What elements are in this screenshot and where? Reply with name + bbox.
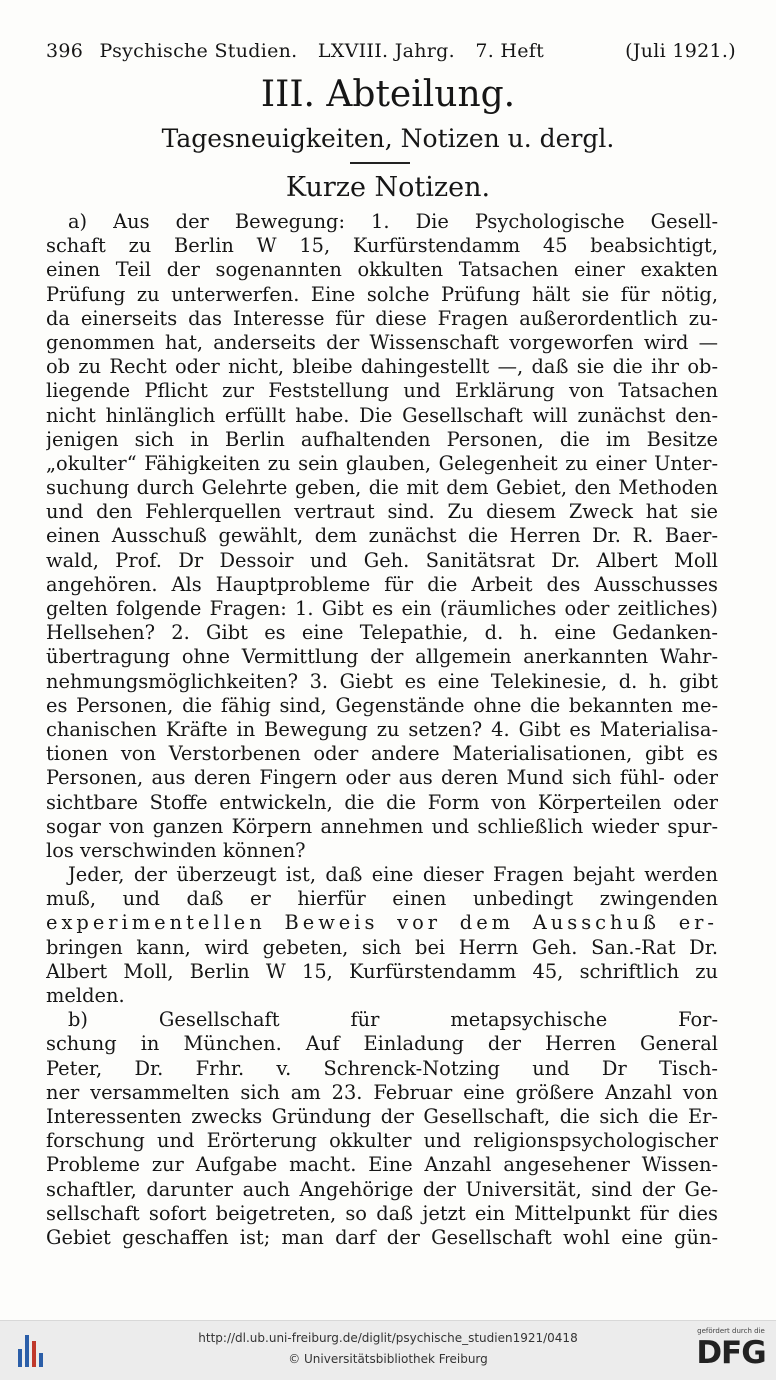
text-line: sellschaft sofort beigetreten, so daß jetzt ein Mittelpunkt für dies bbox=[46, 1201, 718, 1225]
text-line: forschung und Erörterung okkulter und religionspsychologischer bbox=[46, 1129, 718, 1153]
text-line: melden. bbox=[46, 984, 125, 1007]
text-line: Probleme zur Aufgabe macht. Eine Anzahl angesehener Wissen- bbox=[46, 1153, 718, 1177]
text-line: Jeder, der überzeugt ist, daß eine dieser Fragen bejaht werden bbox=[68, 863, 718, 887]
text-line: suchung durch Gelehrte geben, die mit dem Gebiet, den Methoden bbox=[46, 476, 718, 500]
text-line: Albert Moll, Berlin W 15, Kurfürstendamm 45, schriftlich zu bbox=[46, 959, 718, 983]
title-divider bbox=[350, 162, 410, 164]
text-line: wald, Prof. Dr Dessoir und Geh. Sanitätsrat Dr. Albert Moll bbox=[46, 548, 718, 572]
text-line: bringen kann, wird gebeten, sich bei Herrn Geh. San.-Rat Dr. bbox=[46, 935, 718, 959]
text-line: nehmungsmöglichkeiten? 3. Giebt es eine Telekinesie, d. h. gibt bbox=[46, 669, 718, 693]
permalink-url[interactable]: http://dl.ub.uni-freiburg.de/diglit/psychische_studien1921/0418 bbox=[198, 1331, 578, 1345]
text-line: angehören. Als Hauptprobleme für die Arbeit des Ausschusses bbox=[46, 572, 718, 596]
text-line: nicht hinlänglich erfüllt habe. Die Gesellschaft will zunächst den- bbox=[46, 403, 718, 427]
dfg-logo: DFG bbox=[696, 1335, 766, 1371]
text-line: schaftler, darunter auch Angehörige der Universität, sind der Ge- bbox=[46, 1177, 718, 1201]
text-line: schaft zu Berlin W 15, Kurfürstendamm 45 beabsichtigt, bbox=[46, 234, 718, 258]
article-body bbox=[46, 210, 718, 1250]
text-line: übertragung ohne Vermittlung der allgemein anerkannten Wahr- bbox=[46, 645, 718, 669]
text-line: sogar von ganzen Körpern annehmen und schließlich wieder spur- bbox=[46, 814, 718, 838]
text-line: liegende Pflicht zur Feststellung und Erklärung von Tatsachen bbox=[46, 379, 718, 403]
text-line: Hellsehen? 2. Gibt es eine Telepathie, d. h. eine Gedanken- bbox=[46, 621, 718, 645]
text-line: b) Gesellschaft für metapsychische For- bbox=[68, 1008, 718, 1032]
copyright-notice: © Universitätsbibliothek Freiburg bbox=[288, 1352, 488, 1366]
text-line: sichtbare Stoffe entwickeln, die die Form von Körperteilen oder bbox=[46, 790, 718, 814]
text-line: Gebiet geschaffen ist; man darf der Gesellschaft wohl eine gün- bbox=[46, 1225, 718, 1249]
issue-date: (Juli 1921.) bbox=[625, 40, 736, 62]
section-title: III. Abteilung. bbox=[260, 74, 516, 115]
text-line: genommen hat, anderseits der Wissenschaft vorgeworfen wird — bbox=[46, 330, 718, 354]
text-line: es Personen, die fähig sind, Gegenstände ohne die bekannten me- bbox=[46, 693, 718, 717]
text-line: „okulter“ Fähigkeiten zu sein glauben, Gelegenheit zu einer Unter- bbox=[46, 451, 718, 475]
text-line: Personen, aus deren Fingern oder aus deren Mund sich fühl- oder bbox=[46, 766, 718, 790]
text-line: experimentellen Beweis vor dem Ausschuß er- bbox=[46, 911, 718, 935]
text-line: gelten folgende Fragen: 1. Gibt es ein (räumliches oder zeitliches) bbox=[46, 597, 718, 620]
text-line: und den Fehlerquellen vertraut sind. Zu diesem Zweck hat sie bbox=[46, 500, 718, 524]
issue-label: 7. Heft bbox=[475, 40, 545, 62]
text-line: Interessenten zwecks Gründung der Gesellschaft, die sich die Er- bbox=[46, 1104, 718, 1128]
text-line: Prüfung zu unterwerfen. Eine solche Prüfung hält sie für nötig, bbox=[46, 282, 718, 306]
page-number: 396 bbox=[46, 40, 84, 62]
volume-label: LXVIII. Jahrg. bbox=[317, 40, 455, 62]
funder-note: gefördert durch die bbox=[697, 1327, 765, 1335]
text-line: ob zu Recht oder nicht, bleibe dahingestellt —, daß sie die ihr ob- bbox=[46, 355, 718, 379]
text-line: jenigen sich in Berlin aufhaltenden Personen, die im Besitze bbox=[46, 427, 718, 451]
text-line: los verschwinden können? bbox=[46, 838, 306, 862]
section-subtitle: Tagesneuigkeiten, Notizen u. dergl. bbox=[161, 124, 615, 153]
text-line: da einerseits das Interesse für diese Fragen außerordentlich zu- bbox=[46, 306, 718, 330]
text-line: a) Aus der Bewegung: 1. Die Psychologische Gesell- bbox=[68, 210, 718, 233]
text-line: Peter, Dr. Frhr. v. Schrenck-Notzing und Dr Tisch- bbox=[46, 1056, 718, 1080]
notes-heading: Kurze Notizen. bbox=[285, 172, 491, 203]
text-line: einen Ausschuß gewählt, dem zunächst die Herren Dr. R. Baer- bbox=[46, 524, 718, 548]
running-header bbox=[46, 40, 736, 62]
viewer-footer bbox=[0, 1320, 776, 1380]
text-line: ner versammelten sich am 23. Februar eine größere Anzahl von bbox=[46, 1080, 718, 1104]
text-line: schung in München. Auf Einladung der Herren General bbox=[46, 1032, 718, 1056]
journal-name: Psychische Studien. bbox=[99, 40, 298, 62]
text-line: chanischen Kräfte in Bewegung zu setzen? 4. Gibt es Materialisa- bbox=[46, 717, 718, 741]
text-line: tionen von Verstorbenen oder andere Materialisationen, gibt es bbox=[46, 742, 718, 766]
text-line: muß, und daß er hierfür einen unbedingt zwingenden bbox=[46, 887, 718, 911]
text-line: einen Teil der sogenannten okkulten Tatsachen einer exakten bbox=[46, 258, 718, 282]
